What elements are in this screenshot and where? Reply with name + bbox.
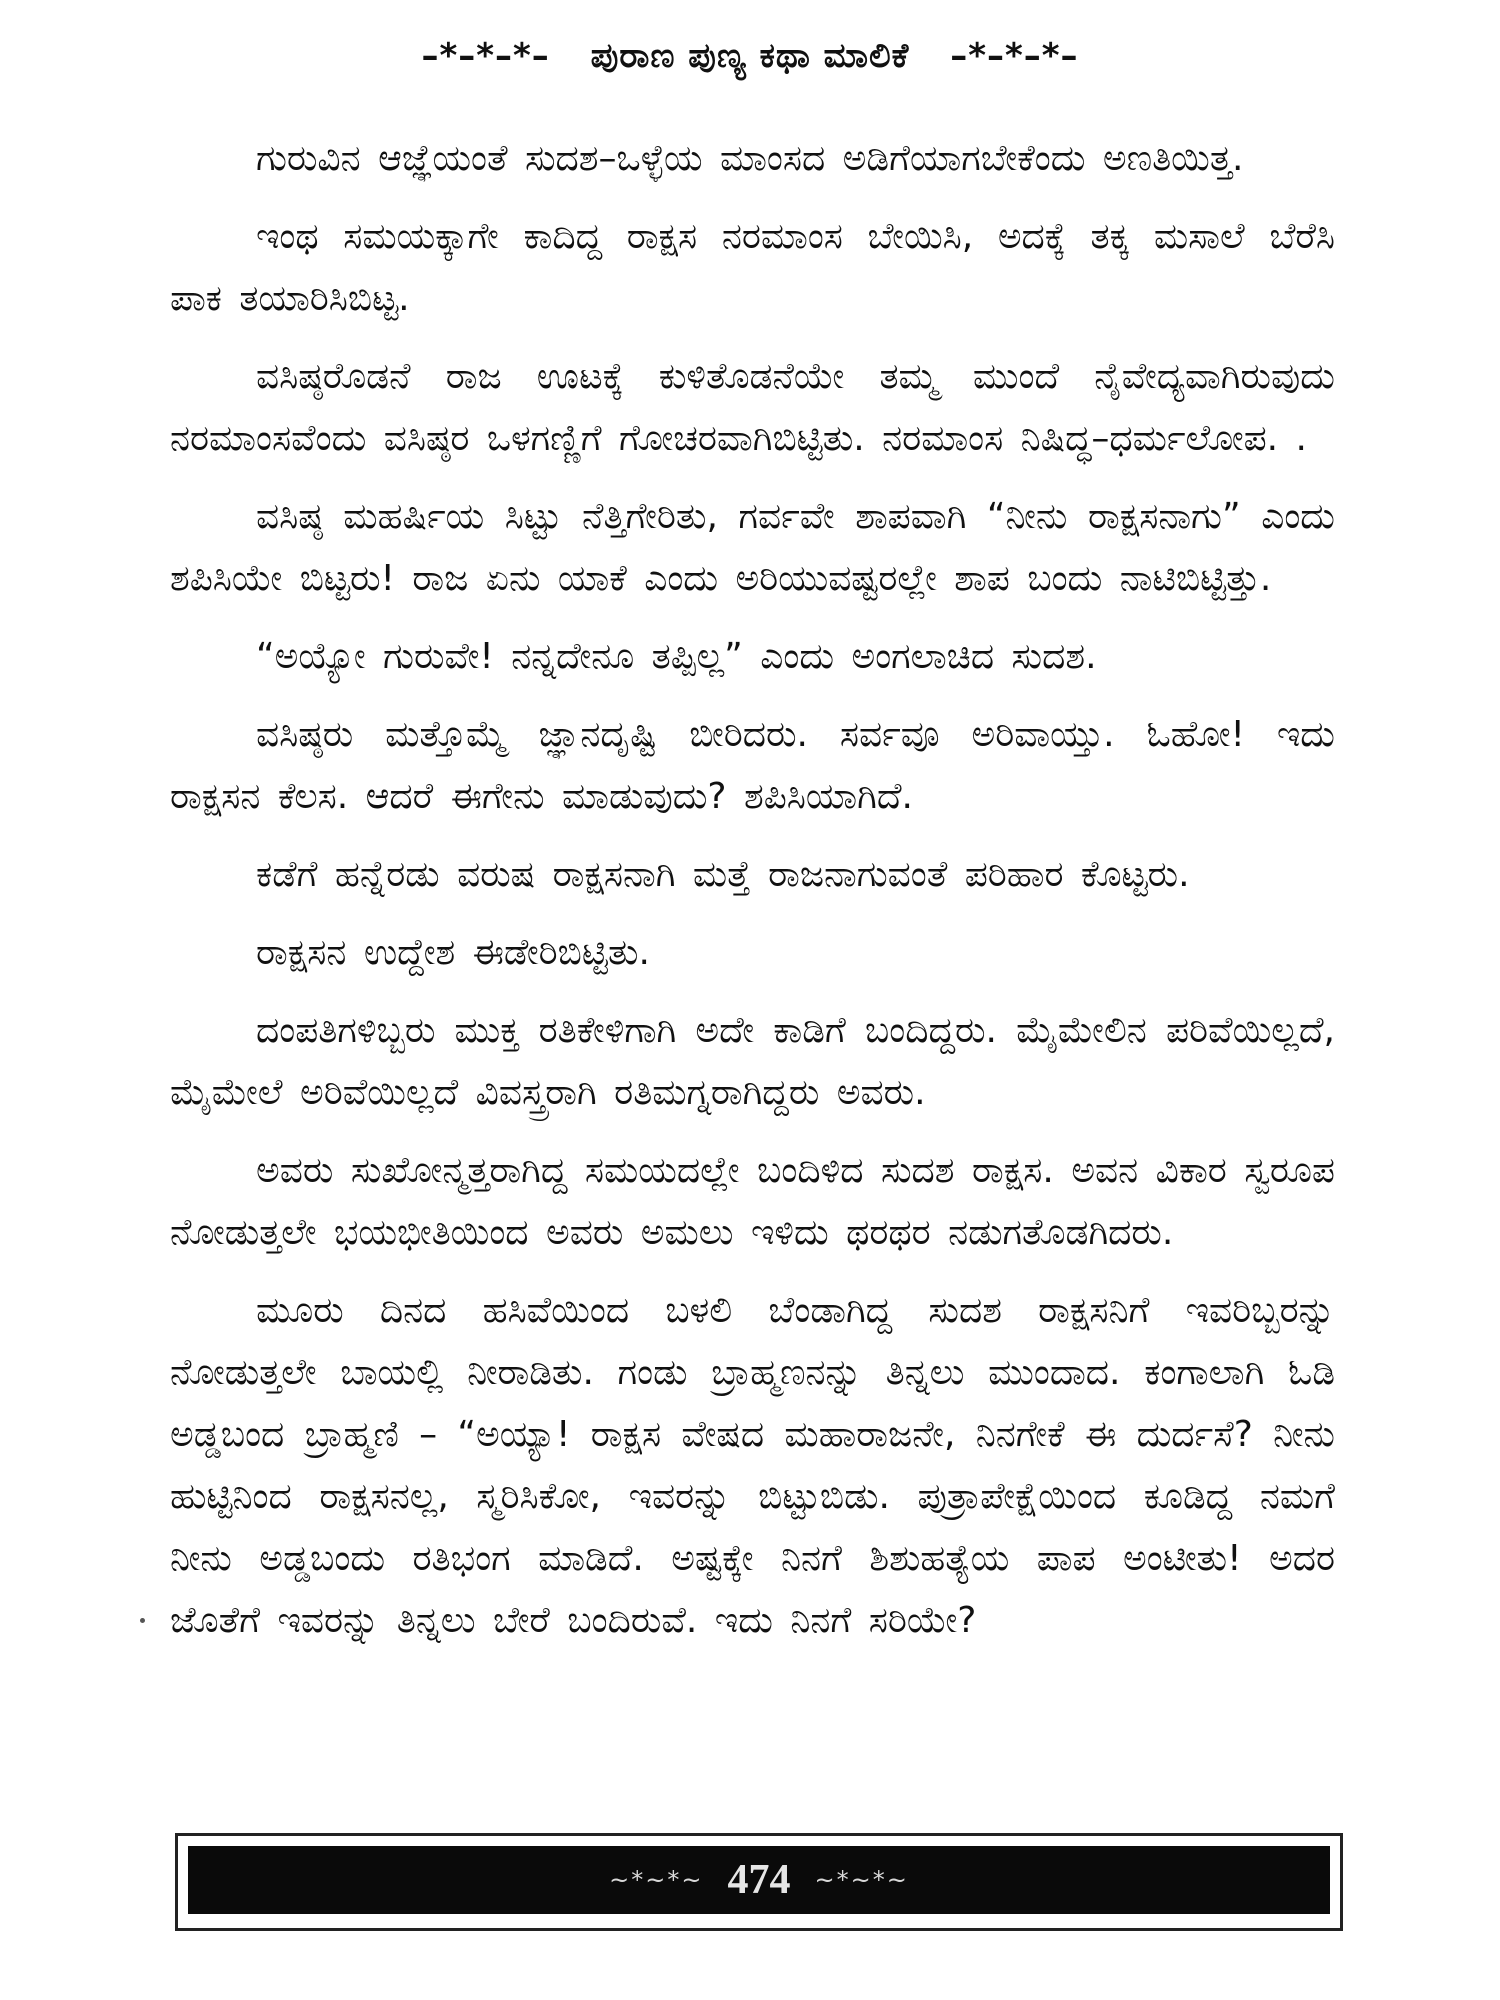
paragraph: ಗುರುವಿನ ಆಜ್ಞೆಯಂತೆ ಸುದಶ–ಒಳ್ಳೆಯ ಮಾಂಸದ ಅಡಿಗೆಯಾಗಬೇಕೆಂದು ಅಣತಿಯಿತ್ತ. (256, 138, 1244, 179)
running-header (0, 30, 1500, 82)
paragraph: ಕಡೆಗೆ ಹನ್ನೆರಡು ವರುಷ ರಾಕ್ಷಸನಾಗಿ ಮತ್ತೆ ರಾಜನಾಗುವಂತೆ ಪರಿಹಾರ ಕೊಟ್ಟರು. (256, 854, 1190, 895)
paragraph: ಮೂರು ದಿನದ ಹಸಿವೆಯಿಂದ ಬಳಲಿ ಬೆಂಡಾಗಿದ್ದ ಸುದಶ ರಾಕ್ಷಸನಿಗೆ ಇವರಿಬ್ಬರನ್ನು ನೋಡುತ್ತಲೇ ಬಾಯಲ್ಲಿ ನೀರಾಡಿತು. ಗಂಡು ಬ್ರಾಹ್ಮಣನನ್ನು ತಿನ್ನಲು ಮುಂದಾದ. ಕಂಗಾಲಾಗಿ ಓಡಿ ಅಡ್ಡಬಂದ ಬ್ರಾಹ್ಮಣಿ – “ಅಯ್ಯಾ! ರಾಕ್ಷಸ ವೇಷದ ಮಹಾರಾಜನೇ, ನಿನಗೇಕೆ ಈ ದುರ್ದಸೆ? ನೀನು ಹುಟ್ಟಿನಿಂದ ರಾಕ್ಷಸನಲ್ಲ, ಸ್ಮರಿಸಿಕೋ, ಇವರನ್ನು ಬಿಟ್ಟುಬಿಡು. ಪುತ್ರಾಪೇಕ್ಷೆಯಿಂದ ಕೂಡಿದ್ದ ನಮಗೆ ನೀನು ಅಡ್ಡಬಂದು ರತಿಭಂಗ ಮಾಡಿದೆ. ಅಷ್ಟಕ್ಕೇ ನಿನಗೆ ಶಿಶುಹತ್ಯೆಯ ಪಾಪ ಅಂಟೀತು! ಅದರ ಜೊತೆಗೆ ಇವರನ್ನು ತಿನ್ನಲು ಬೇರೆ ಬಂದಿರುವೆ. ಇದು ನಿನಗೆ ಸರಿಯೇ? (170, 1290, 1335, 1641)
page-number: 474 (727, 1857, 791, 1903)
footer-left-ornament: ~*~*~ (609, 1866, 704, 1894)
margin-speck (140, 1618, 145, 1623)
page-footer (175, 1833, 1343, 1931)
page-body (170, 128, 1335, 1668)
paragraph: ವಸಿಷ್ಠರು ಮತ್ತೊಮ್ಮೆ ಜ್ಞಾನದೃಷ್ಟಿ ಬೀರಿದರು. ಸರ್ವವೂ ಅರಿವಾಯ್ತು. ಓಹೋ! ಇದು ರಾಕ್ಷಸನ ಕೆಲಸ. ಆದರೆ ಈಗೇನು ಮಾಡುವುದು? ಶಪಿಸಿಯಾಗಿದೆ. (170, 714, 1335, 817)
footer-bar (188, 1846, 1330, 1914)
footer-right-ornament: ~*~*~ (814, 1866, 909, 1894)
book-title: ಪುರಾಣ ಪುಣ್ಯ ಕಥಾ ಮಾಲಿಕೆ (590, 36, 910, 76)
paragraph: ವಸಿಷ್ಠ ಮಹರ್ಷಿಯ ಸಿಟ್ಟು ನೆತ್ತಿಗೇರಿತು, ಗರ್ವವೇ ಶಾಪವಾಗಿ “ನೀನು ರಾಕ್ಷಸನಾಗು” ಎಂದು ಶಪಿಸಿಯೇ ಬಿಟ್ಟರು! ರಾಜ ಏನು ಯಾಕೆ ಎಂದು ಅರಿಯುವಷ್ಟರಲ್ಲೇ ಶಾಪ ಬಂದು ನಾಟಿಬಿಟ್ಟಿತ್ತು. (170, 496, 1335, 599)
paragraph: ರಾಕ್ಷಸನ ಉದ್ದೇಶ ಈಡೇರಿಬಿಟ್ಟಿತು. (256, 932, 650, 973)
paragraph: ಅವರು ಸುಖೋನ್ಮತ್ತರಾಗಿದ್ದ ಸಮಯದಲ್ಲೇ ಬಂದಿಳಿದ ಸುದಶ ರಾಕ್ಷಸ. ಅವನ ವಿಕಾರ ಸ್ವರೂಪ ನೋಡುತ್ತಲೇ ಭಯಭೀತಿಯಿಂದ ಅವರು ಅಮಲು ಇಳಿದು ಥರಥರ ನಡುಗತೊಡಗಿದರು. (170, 1150, 1335, 1253)
paragraph: ವಸಿಷ್ಠರೊಡನೆ ರಾಜ ಊಟಕ್ಕೆ ಕುಳಿತೊಡನೆಯೇ ತಮ್ಮ ಮುಂದೆ ನೈವೇದ್ಯವಾಗಿರುವುದು ನರಮಾಂಸವೆಂದು ವಸಿಷ್ಠರ ಒಳಗಣ್ಣಿಗೆ ಗೋಚರವಾಗಿಬಿಟ್ಟಿತು. ನರಮಾಂಸ ನಿಷಿದ್ಧ–ಧರ್ಮಲೋಪ. . (170, 356, 1335, 459)
header-left-ornament: –*–*–*– (421, 36, 550, 76)
header-right-ornament: –*–*–*– (950, 36, 1079, 76)
paragraph: “ಅಯ್ಯೋ ಗುರುವೇ! ನನ್ನದೇನೂ ತಪ್ಪಿಲ್ಲ” ಎಂದು ಅಂಗಲಾಚಿದ ಸುದಶ. (256, 636, 1097, 677)
paragraph: ದಂಪತಿಗಳಿಬ್ಬರು ಮುಕ್ತ ರತಿಕೇಳಿಗಾಗಿ ಅದೇ ಕಾಡಿಗೆ ಬಂದಿದ್ದರು. ಮೈಮೇಲಿನ ಪರಿವೆಯಿಲ್ಲದೆ, ಮೈಮೇಲೆ ಅರಿವೆಯಿಲ್ಲದೆ ವಿವಸ್ತ್ರರಾಗಿ ರತಿಮಗ್ನರಾಗಿದ್ದರು ಅವರು. (170, 1010, 1335, 1113)
paragraph: ಇಂಥ ಸಮಯಕ್ಕಾಗೇ ಕಾದಿದ್ದ ರಾಕ್ಷಸ ನರಮಾಂಸ ಬೇಯಿಸಿ, ಅದಕ್ಕೆ ತಕ್ಕ ಮಸಾಲೆ ಬೆರೆಸಿ ಪಾಕ ತಯಾರಿಸಿಬಿಟ್ಟ. (170, 216, 1335, 319)
